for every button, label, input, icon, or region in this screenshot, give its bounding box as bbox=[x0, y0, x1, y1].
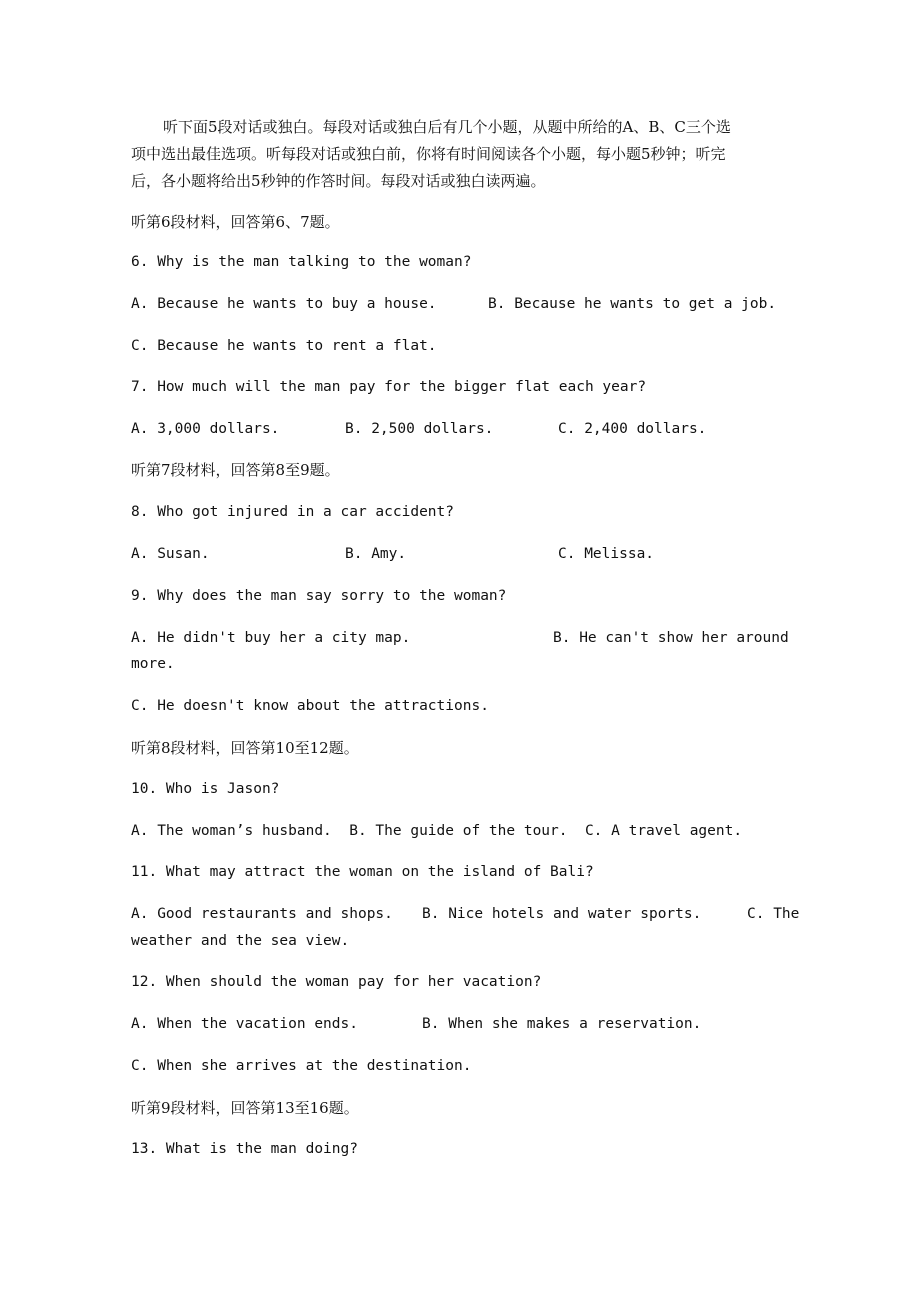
question-11: 11. What may attract the woman on the island of Bali? bbox=[131, 864, 594, 880]
q6-option-a: A. Because he wants to buy a house. bbox=[131, 296, 437, 312]
question-13: 13. What is the man doing? bbox=[131, 1141, 358, 1157]
q9-option-b: B. He can't show her around bbox=[553, 630, 789, 646]
question-7: 7. How much will the man pay for the bigger flat each year? bbox=[131, 379, 647, 395]
question-6: 6. Why is the man talking to the woman? bbox=[131, 254, 472, 270]
q6-option-b: B. Because he wants to get a job. bbox=[488, 296, 777, 312]
section-heading-7: 听第7段材料，回答第8至9题。 bbox=[131, 461, 340, 479]
q8-option-a: A. Susan. bbox=[131, 546, 210, 562]
q6-option-c: C. Because he wants to rent a flat. bbox=[131, 338, 437, 354]
q7-option-c: C. 2,400 dollars. bbox=[558, 421, 707, 437]
intro-line-1: 听下面5段对话或独白。每段对话或独白后有几个小题，从题中所给的A、B、C三个选 bbox=[163, 118, 731, 136]
q10-options: A. The woman’s husband. B. The guide of the tour. C. A travel agent. bbox=[131, 823, 743, 839]
q9-option-a: A. He didn't buy her a city map. bbox=[131, 630, 411, 646]
q9-option-b-continued: more. bbox=[131, 656, 175, 672]
q8-option-b: B. Amy. bbox=[345, 546, 407, 562]
section-heading-9: 听第9段材料，回答第13至16题。 bbox=[131, 1099, 359, 1117]
q11-option-b: B. Nice hotels and water sports. bbox=[422, 906, 702, 922]
q11-option-c: C. The bbox=[747, 906, 800, 922]
q9-option-c: C. He doesn't know about the attractions. bbox=[131, 698, 489, 714]
question-8: 8. Who got injured in a car accident? bbox=[131, 504, 455, 520]
q8-option-c: C. Melissa. bbox=[558, 546, 655, 562]
question-10: 10. Who is Jason? bbox=[131, 781, 280, 797]
section-heading-6: 听第6段材料，回答第6、7题。 bbox=[131, 213, 340, 231]
section-heading-8: 听第8段材料，回答第10至12题。 bbox=[131, 739, 359, 757]
q11-option-c-continued: weather and the sea view. bbox=[131, 933, 350, 949]
question-9: 9. Why does the man say sorry to the woman? bbox=[131, 588, 507, 604]
question-12: 12. When should the woman pay for her vacation? bbox=[131, 974, 542, 990]
q7-option-a: A. 3,000 dollars. bbox=[131, 421, 280, 437]
q7-option-b: B. 2,500 dollars. bbox=[345, 421, 494, 437]
q11-option-a: A. Good restaurants and shops. bbox=[131, 906, 393, 922]
q12-option-a: A. When the vacation ends. bbox=[131, 1016, 358, 1032]
q12-option-b: B. When she makes a reservation. bbox=[422, 1016, 702, 1032]
intro-line-2: 项中选出最佳选项。听每段对话或独白前，你将有时间阅读各个小题，每小题5秒钟；听完 bbox=[131, 145, 726, 163]
intro-line-3: 后，各小题将给出5秒钟的作答时间。每段对话或独白读两遍。 bbox=[131, 172, 546, 190]
q12-option-c: C. When she arrives at the destination. bbox=[131, 1058, 472, 1074]
